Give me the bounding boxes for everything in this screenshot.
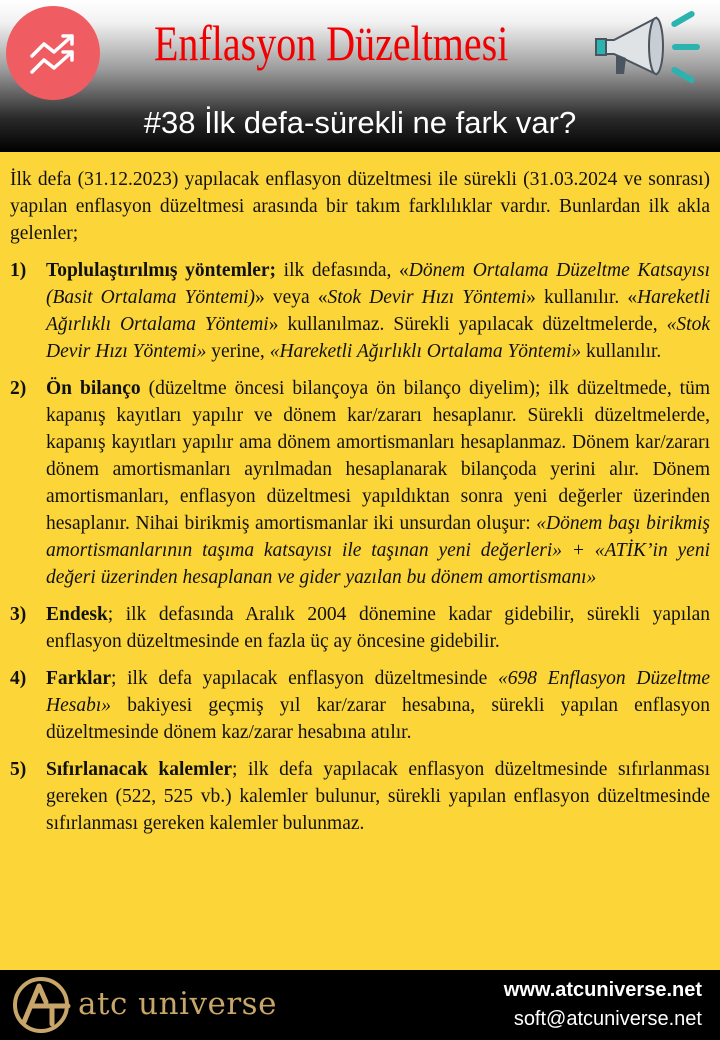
item-heading: Farklar bbox=[46, 668, 111, 689]
italic-phrase: Dönem Ortalama Düzeltme Katsayısı (Basit Ortalama Yöntemi) bbox=[46, 260, 710, 308]
list-item bbox=[10, 756, 710, 837]
numbered-list bbox=[10, 257, 710, 837]
italic-phrase: «Hareketli Ağırlıklı Ortalama Yöntemi» bbox=[269, 341, 582, 362]
page-subtitle: #38 İlk defa-sürekli ne fark var? bbox=[143, 105, 577, 140]
footer bbox=[0, 970, 720, 1040]
text-span: ; ilk defa yapılacak enflasyon düzeltmesinde bbox=[110, 668, 498, 689]
list-item-number: 5) bbox=[10, 759, 27, 780]
italic-phrase: Hareketli Ağırlıklı Ortalama Yöntemi bbox=[46, 287, 710, 335]
list-item-text bbox=[46, 665, 710, 746]
brand-name: atc universe bbox=[78, 986, 277, 1022]
megaphone-icon bbox=[594, 10, 704, 90]
text-span: yerine, bbox=[206, 341, 270, 362]
item-heading: Sıfırlanacak kalemler bbox=[46, 759, 233, 780]
text-span: ; ilk defa yapılacak enflasyon düzeltmesinde sıfırlanması gereken (522, 525 vb.) kalemler bulunur, sürekli yapılan enflasyon düzeltmesinde sıfırlanması gereken kalemler bulunmaz. bbox=[46, 759, 711, 834]
italic-phrase: Stok Devir Hızı Yöntemi bbox=[327, 287, 527, 308]
list-item-text bbox=[46, 257, 710, 365]
list-item bbox=[10, 601, 710, 655]
item-heading: Toplulaştırılmış yöntemler; bbox=[46, 260, 277, 281]
website-link[interactable]: www.atcuniverse.net bbox=[503, 979, 702, 1001]
list-item-text bbox=[46, 756, 710, 837]
list-item-number: 1) bbox=[10, 260, 27, 281]
text-span: (düzeltme öncesi bilançoya ön bilanço diyelim); ilk düzeltmede, tüm kapanış kayıtları yapılır ve dönem kar/zararı hesaplanır. Sürekli düzeltmelerde, kapanış kayıtları yapılır ama dönem amortismanları hesaplanmaz. Dönem kar/zararı dönem amortismanları ayrılmadan hesaplanarak bilançoda yerini alır. Dönem amortismanları, enflasyon düzeltmesi yapıldıktan sonra yeni değerler üzerinden hesaplanır. Nihai birikmiş amortismanlar iki unsurdan oluşur: bbox=[46, 378, 710, 534]
list-item-text bbox=[46, 601, 710, 655]
text-span: » veya « bbox=[255, 287, 328, 308]
text-span: ; ilk defasında Aralık 2004 dönemine kadar gidebilir, sürekli yapılan enflasyon düzeltmesinde en fazla üç ay öncesine gidebilir. bbox=[46, 604, 710, 652]
email-link[interactable]: soft@atcuniverse.net bbox=[513, 1008, 702, 1030]
text-span: » kullanılmaz. Sürekli yapılacak düzeltmelerde, bbox=[268, 314, 667, 335]
list-item bbox=[10, 375, 710, 591]
text-span: ilk defasında, « bbox=[276, 260, 409, 281]
italic-phrase: «698 Enflasyon Düzeltme Hesabı» bbox=[46, 668, 711, 716]
header bbox=[0, 0, 720, 152]
item-heading: Endesk bbox=[46, 604, 108, 625]
list-item-text bbox=[46, 375, 710, 591]
italic-phrase: «Stok Devir Hızı Yöntemi» bbox=[46, 314, 710, 362]
contact-info bbox=[442, 976, 702, 1034]
text-span: bakiyesi geçmiş yıl kar/zarar hesabına, sürekli yapılan enflasyon düzeltmesinde dönem kaz/zarar hesabına atılır. bbox=[46, 695, 710, 743]
italic-phrase: «Dönem başı birikmiş amortismanlarının taşıma katsayısı ile taşınan yeni değerleri» + «ATİK’in yeni değeri üzerinden hesaplanan ve gider yazılan bu dönem amortismanı» bbox=[46, 513, 710, 588]
list-item-number: 4) bbox=[10, 668, 27, 689]
list-item-number: 2) bbox=[10, 378, 27, 399]
page-title: Enflasyon Düzeltmesi bbox=[154, 15, 509, 71]
atc-logo-icon bbox=[8, 974, 74, 1036]
list-item bbox=[10, 257, 710, 365]
article-body bbox=[10, 166, 710, 847]
list-item bbox=[10, 665, 710, 746]
trending-arrows-icon bbox=[6, 6, 100, 100]
text-span: » kullanılır. « bbox=[526, 287, 638, 308]
item-heading: Ön bilanço bbox=[46, 378, 141, 399]
intro-paragraph: İlk defa (31.12.2023) yapılacak enflasyon düzeltmesi ile sürekli (31.03.2024 ve sonrası) yapılan enflasyon düzeltmesi arasında bir takım farklılıklar vardır. Bunlardan ilk akla gelenler; bbox=[10, 169, 710, 244]
list-item-number: 3) bbox=[10, 604, 27, 625]
text-span: kullanılır. bbox=[581, 341, 662, 362]
